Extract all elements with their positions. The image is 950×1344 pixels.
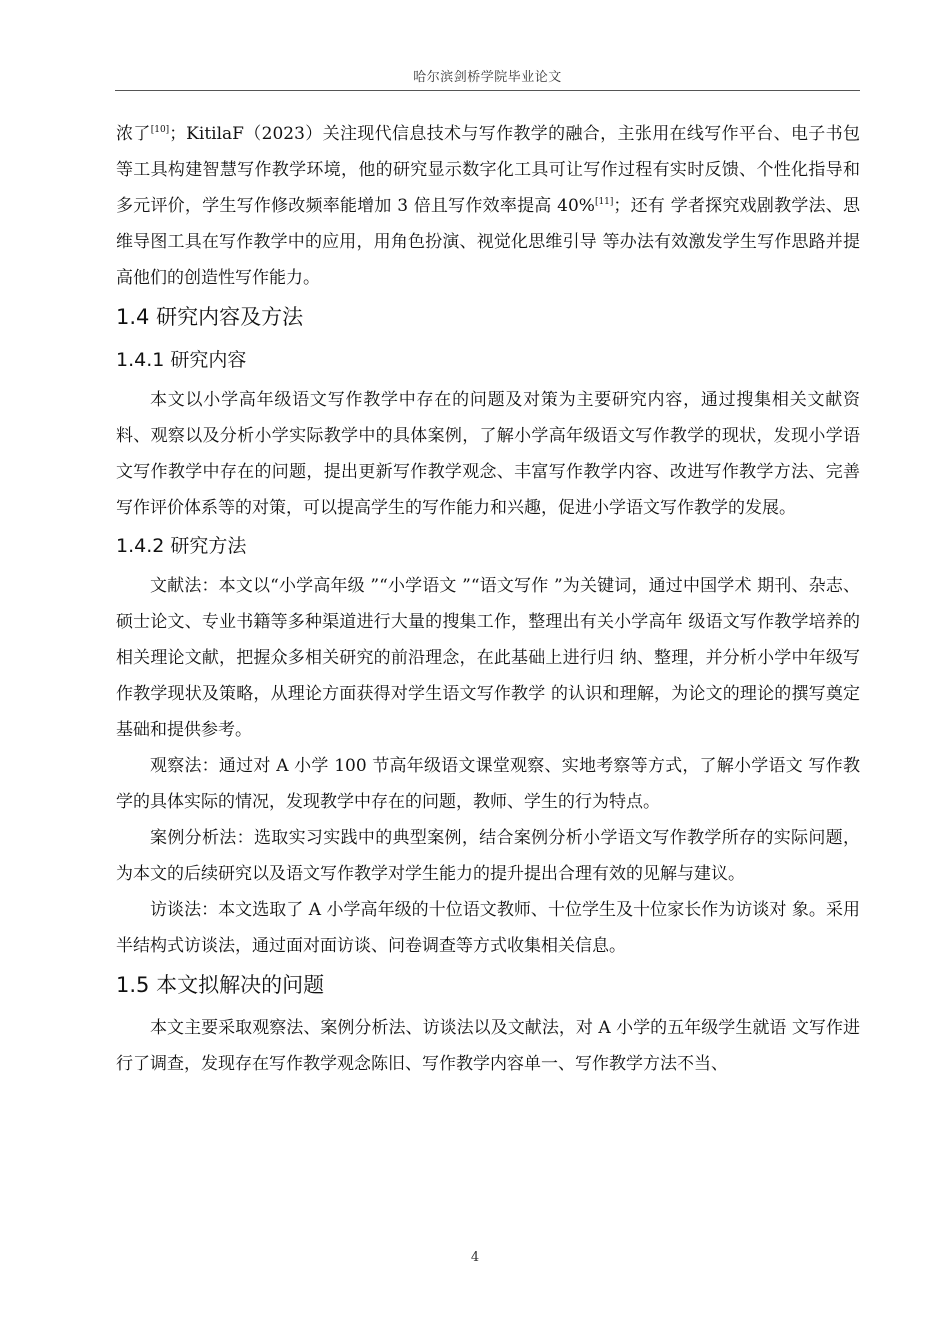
- method-literature-paragraph: 文献法：本文以“小学高年级 ”“小学语文 ”“语文写作 ”为关键词，通过中国学术 期刊、杂志、硕士论文、专业书籍等多种渠道进行大量的搜集工作，整理出有关小学高年 级语文写作教学培养的相关理论文献，把握众多相关研究的前沿理念，在此基础上进行归 纳、整理，并分析小学中年级写作教学现状及策略，从理论方面获得对学生语文写作教学 的认识和理解，为论文的理论的撰写奠定基础和提供参考。: [116, 576, 860, 740]
- header-divider: [115, 90, 860, 91]
- page-header: 哈尔滨剑桥学院毕业论文: [413, 70, 562, 85]
- intro-paragraph: [116, 116, 860, 296]
- research-content-paragraph: 本文以小学高年级语文写作教学中存在的问题及对策为主要研究内容，通过搜集相关文献资料、观察以及分析小学实际教学中的具体案例，了解小学高年级语文写作教学的现状，发现小学语文写作教学中存在的问题，提出更新写作教学观念、丰富写作教学内容、改进写作教学方法、完善写作评价体系等的对策，可以提高学生的写作能力和兴趣，促进小学语文写作教学的发展。: [116, 390, 860, 518]
- subsection-heading-1-4-1: 1.4.1 研究内容: [116, 349, 247, 371]
- problems-paragraph: 本文主要采取观察法、案例分析法、访谈法以及文献法，对 A 小学的五年级学生就语 文写作进行了调查，发现存在写作教学观念陈旧、写作教学内容单一、写作教学方法不当、: [116, 1018, 860, 1074]
- method-case-analysis-paragraph: 案例分析法：选取实习实践中的典型案例，结合案例分析小学语文写作教学所存的实际问题，为本文的后续研究以及语文写作教学对学生能力的提升提出合理有效的见解与建议。: [116, 828, 860, 884]
- citation-10: [10]: [150, 125, 170, 135]
- citation-11: [11]: [594, 197, 614, 207]
- subsection-heading-1-4-2: 1.4.2 研究方法: [116, 535, 247, 557]
- section-heading-1-5: 1.5 本文拟解决的问题: [116, 973, 325, 997]
- section-heading-1-4: 1.4 研究内容及方法: [116, 305, 304, 329]
- page-number: 4: [470, 1250, 480, 1265]
- method-interview-paragraph: 访谈法：本文选取了 A 小学高年级的十位语文教师、十位学生及十位家长作为访谈对 象。采用半结构式访谈法，通过面对面访谈、问卷调查等方式收集相关信息。: [116, 900, 860, 956]
- method-observation-paragraph: 观察法：通过对 A 小学 100 节高年级语文课堂观察、实地考察等方式，了解小学语文 写作教学的具体实际的情况，发现教学中存在的问题，教师、学生的行为特点。: [116, 756, 860, 812]
- intro-text-2: ；KitilaF（2023）关注现代信息技术与写作教学的融合，主张用在线写作平台、电子书包等工具构建智慧写作教学环境，他的研究显示数字化工具可让写作过程有实时反馈、个性化指导和多元评价，学生写作修改频率能增加 3 倍且写作效率提高 40%: [116, 124, 860, 216]
- intro-text-3: ；还有 学者探究戏剧教学法、思维导图工具在写作教学中的应用，用角色扮演、视觉化思维引导 等办法有效激发学生写作思路并提高他们的创造性写作能力。: [116, 196, 860, 288]
- intro-text-1: 浓了: [116, 124, 151, 144]
- page-body: [116, 116, 860, 1082]
